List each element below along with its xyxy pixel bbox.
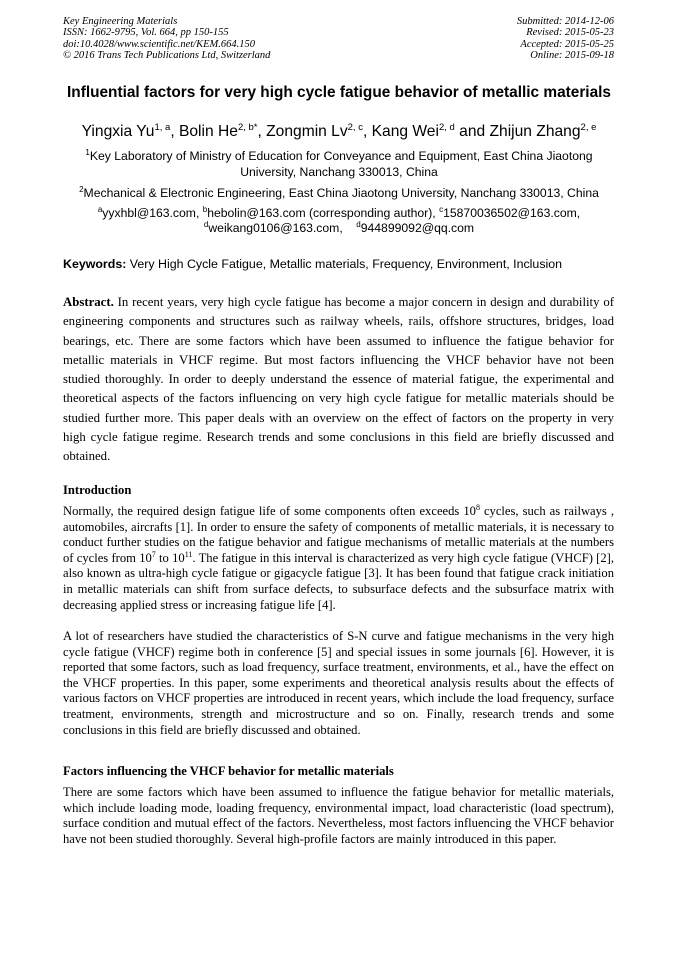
author-affiliation-mark: 2, c [347,122,363,133]
date-accepted: Accepted: 2015-05-25 [520,38,614,50]
author-separator: and [454,123,490,140]
author-separator: , [170,123,179,140]
author-affiliation-mark: 2, d [438,122,455,133]
email-mark: d [203,219,209,229]
affiliation-text: Key Laboratory of Ministry of Education for Conveyance and Equipment, East China Jiaotong University, Nanchang 330013, China [89,149,593,179]
journal-copyright: © 2016 Trans Tech Publications Ltd, Switzerland [63,50,271,62]
section-heading-factors: Factors influencing the VHCF behavior for metallic materials [63,764,394,778]
author-emails [63,206,615,235]
exponent: 8 [475,503,480,512]
text-run: . The fatigue in this interval is characterized as very high cycle fatigue (VHCF) [2], also known as ultra-high cycle fatigue or gigacycle fatigue [3]. It has been found that fatigue crack initiation in metallic materials can shift from surface defects, to subsurface defects and the subsurface matrix with decreasing applied stress or increasing fatigue life [4]. [63,550,614,612]
exponent: 11 [184,549,193,559]
keywords-text: Very High Cycle Fatigue, Metallic materials, Frequency, Environment, Inclusion [126,257,563,271]
email-link[interactable]: yyxhbl@163.com, [102,206,203,220]
keywords [63,257,562,272]
email-link[interactable]: hebolin@163.com (corresponding author), [207,206,440,220]
author-list [40,122,638,142]
author-name: Bolin He [178,123,238,140]
text-run: cycles, such as railways , automobiles, aircrafts [1]. In order to ensure the safety of components of metallic materials, it is necessary to conduct further studies on the fatigue behavior and fatigue mechanisms of metallic materials at the numbers of cycles from 10 [63,504,614,565]
email-mark: d [356,219,361,229]
author-name: Zhijun Zhang [489,123,581,140]
journal-name: Key Engineering Materials [63,16,178,27]
journal-header-left [63,16,270,62]
author-separator: , [257,123,267,140]
date-online: Online: 2015-09-18 [530,50,614,62]
affiliation-1 [63,149,615,180]
journal-issn: ISSN: 1662-9795, Vol. 664, pp 150-155 [63,27,229,39]
text-run: to 10 [155,550,185,565]
paper-title: Influential factors for very high cycle fatigue behavior of metallic materials [67,84,611,101]
email-link[interactable]: 944899092@qq.com [360,220,475,235]
email-mark: c [439,205,444,214]
affiliation-mark: 1 [85,148,90,157]
factors-paragraph-1: There are some factors which have been assumed to influence the fatigue behavior for metallic materials, which include loading mode, loading frequency, environmental impact, load characteristic (load spectrum), surface condition and mutual effect of the factors. Nevertheless, most factors influencing the VHCF behavior have not been studied thoroughly. Several high-profile factors are mainly introduced in this paper. [63,785,614,846]
introduction-paragraph-1 [63,504,614,613]
author-affiliation-mark: 2, b* [237,122,258,133]
email-link[interactable]: weikang0106@163.com, [208,220,343,235]
author-affiliation-mark: 2, e [580,122,597,133]
affiliation-text: Mechanical & Electronic Engineering, East China Jiaotong University, Nanchang 330013, China [83,186,599,200]
exponent: 7 [151,549,156,559]
email-mark: a [97,205,103,214]
email-mark: b [202,205,208,214]
section-heading-introduction: Introduction [63,483,132,497]
journal-header-right [517,16,614,62]
email-link[interactable]: 15870036502@163.com, [443,206,581,220]
abstract-label: Abstract. [63,295,114,309]
journal-doi[interactable]: doi:10.4028/www.scientific.net/KEM.664.150 [63,38,255,50]
author-affiliation-mark: 1, a [154,122,171,133]
author-name: Yingxia Yu [81,123,155,140]
affiliation-mark: 2 [79,185,84,194]
text-run: Normally, the required design fatigue life of some components often exceeds 10 [63,504,476,518]
author-name: Kang Wei [371,123,439,140]
date-revised: Revised: 2015-05-23 [526,27,614,39]
keywords-label: Keywords: [63,257,127,271]
date-submitted: Submitted: 2014-12-06 [516,16,614,27]
abstract-text: In recent years, very high cycle fatigue has become a major concern in design and durability of engineering components and structures such as railway wheels, rails, offshore structures, bridges, load bearings, etc. There are some factors which have been assumed to influence the fatigue behavior for metallic materials in VHCF regime. But most factors influencing the VHCF behavior have not been studied thoroughly. In order to deeply understand the essence of material fatigue, the experimental and theoretical aspects of the factors influencing on very high cycle fatigue for metallic materials should be studied further more. This paper deals with an overview on the effect of factors on the property in very high cycle fatigue regime. Research trends and some conclusions in this field are briefly discussed and obtained. [63,295,614,464]
abstract [63,293,614,467]
author-name: Zongmin Lv [266,123,348,140]
introduction-paragraph-2: A lot of researchers have studied the characteristics of S-N curve and fatigue mechanisms in the very high cycle fatigue (VHCF) regime both in conference [5] and special issues in some journals [6]. However, it is reported that some factors, such as load frequency, surface treatment, environments, et al., have the effect on the VHCF properties. In this paper, some experiments and theoretical analysis results about the effects of various factors on VHCF properties are introduced in recent years, which include the load frequency, surface treatment, environments, strength and microstructure and so on. Finally, research trends and some conclusions in this field are briefly discussed and obtained. [63,629,614,737]
author-separator: , [362,123,372,140]
affiliation-2 [63,186,615,202]
